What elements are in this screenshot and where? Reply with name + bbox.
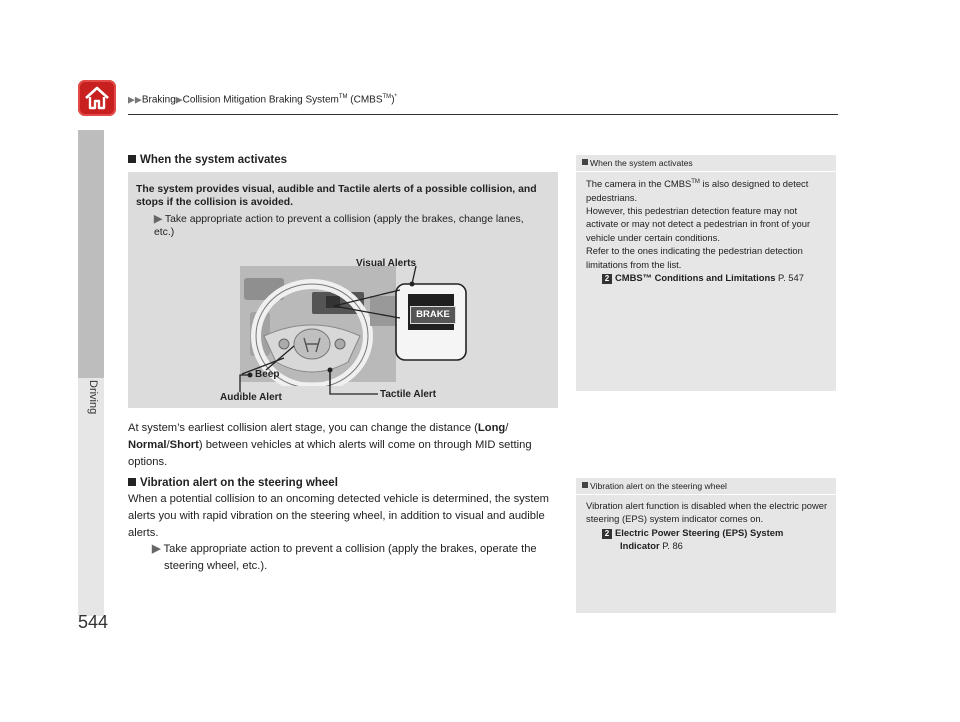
option-star: * xyxy=(394,94,397,100)
label-audible-alert: Audible Alert xyxy=(220,392,282,403)
trademark-mark: TM xyxy=(382,94,392,100)
option-normal: Normal xyxy=(128,439,167,451)
separator: / xyxy=(166,439,170,451)
section2-body: When a potential collision to an oncoming detected vehicle is determined, the system alerts you with rapid vibration on the steering wheel, in addition to visual and audible alerts. xyxy=(128,493,550,539)
chapter-tab xyxy=(78,130,104,378)
square-bullet-icon xyxy=(128,155,136,163)
section2-subtext-text: Take appropriate action to prevent a collision (apply the brakes, operate the steering wheel, etc.). xyxy=(163,543,537,572)
note-text: Vibration alert function is disabled when the electric power steering (EPS) system indicator comes on. xyxy=(586,500,828,525)
cross-reference-link[interactable] xyxy=(586,526,828,539)
side-note-heading xyxy=(576,155,836,168)
section-heading-text: Vibration alert on the steering wheel xyxy=(140,477,338,489)
label-beep: Beep xyxy=(255,369,280,380)
chapter-tab-text: Driving xyxy=(87,380,99,415)
side-note-heading xyxy=(576,478,836,491)
triangle-right-icon: ▶ xyxy=(175,94,183,105)
trademark-mark: TM xyxy=(691,179,700,185)
chapter-tab-label xyxy=(78,380,104,440)
cross-reference-link-cont[interactable] xyxy=(586,539,828,552)
reference-page: P. 86 xyxy=(662,540,683,552)
audible-leader-line xyxy=(230,370,270,400)
option-short: Short xyxy=(169,439,199,451)
home-button[interactable] xyxy=(78,80,116,116)
breadcrumb-cmbs-abbr: (CMBS xyxy=(347,94,383,106)
separator: / xyxy=(505,422,509,434)
body-text: ) between vehicles at which alerts will come on through MID setting options. xyxy=(128,439,532,468)
section-heading-vibration xyxy=(128,477,338,489)
label-tactile-alert: Tactile Alert xyxy=(380,389,437,400)
square-bullet-icon xyxy=(128,478,136,486)
header-divider xyxy=(128,114,838,115)
body-text: At system’s earliest collision alert stage, you can change the distance ( xyxy=(128,422,478,434)
reference-arrow-icon: 2 xyxy=(602,274,612,284)
side-note-vibration xyxy=(576,478,836,613)
note-text: is also designed to detect pedestrians. xyxy=(586,178,809,203)
option-long: Long xyxy=(477,422,506,434)
reference-page: P. 547 xyxy=(778,271,804,283)
section1-body xyxy=(128,420,560,471)
side-note-heading-text: When the system activates xyxy=(590,158,693,168)
reference-title: Indicator xyxy=(620,540,660,552)
breadcrumb-braking[interactable]: Braking xyxy=(141,94,176,106)
cross-reference-link[interactable] xyxy=(586,271,828,284)
note-icon xyxy=(582,159,588,165)
breadcrumb xyxy=(128,94,397,105)
note-text: The camera in the CMBS xyxy=(586,178,692,190)
page-number: 544 xyxy=(78,612,109,632)
triangle-right-icon: ▶ xyxy=(154,214,162,225)
section-heading-text: When the system activates xyxy=(140,154,288,166)
label-visual-alerts: Visual Alerts xyxy=(356,258,417,269)
note-text: However, this pedestrian detection feature may not activate or may not detect a pedestrian in front of your vehicle under certain conditions. xyxy=(586,204,811,243)
figure-subcaption xyxy=(154,213,534,239)
side-note-body xyxy=(576,172,836,284)
triangle-right-icon: ▶▶ xyxy=(128,94,142,105)
note-icon xyxy=(582,482,588,488)
breadcrumb-cmbs[interactable]: Collision Mitigation Braking System xyxy=(182,94,339,106)
side-note-activates xyxy=(576,155,836,391)
side-note-heading-text: Vibration alert on the steering wheel xyxy=(590,481,727,491)
section-heading-activates xyxy=(128,154,287,166)
note-text: Refer to the ones indicating the pedestrian detection limitations from the list. xyxy=(586,245,803,270)
tactile-leader-line xyxy=(323,368,383,398)
side-note-body xyxy=(576,495,836,553)
trademark-mark: TM xyxy=(338,94,348,100)
section2-subtext xyxy=(152,541,574,575)
figure-subcaption-text: Take appropriate action to prevent a collision (apply the brakes, change lanes, etc.) xyxy=(154,214,524,238)
figure-caption: The system provides visual, audible and Tactile alerts of a possible collision, and stops if the collision is avoided. xyxy=(136,184,537,208)
reference-title: CMBS™ Conditions and Limitations xyxy=(615,271,776,283)
breadcrumb-paren: ) xyxy=(391,94,395,106)
reference-arrow-icon: 2 xyxy=(602,529,612,539)
reference-title: Electric Power Steering (EPS) System xyxy=(615,526,784,538)
home-icon xyxy=(83,84,111,112)
triangle-right-icon: ▶ xyxy=(152,543,161,555)
brake-warning-display: BRAKE xyxy=(410,306,456,324)
